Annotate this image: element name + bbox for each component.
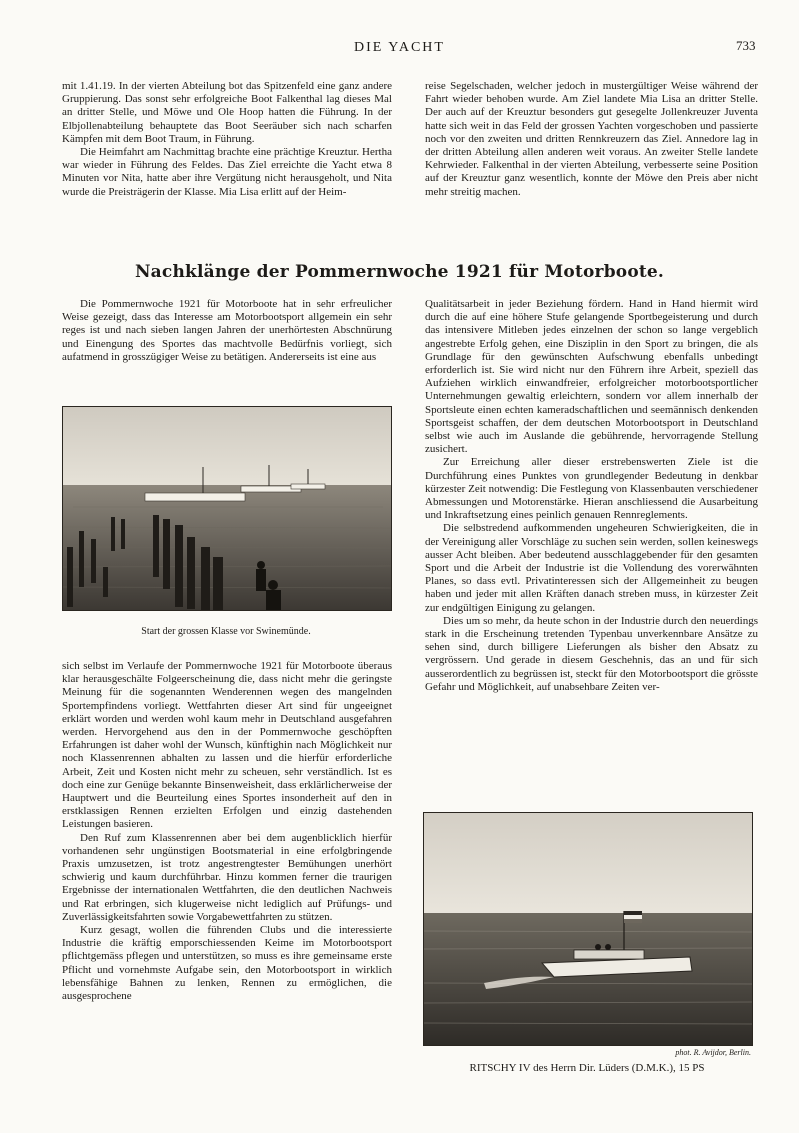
paragraph: reise Segelschaden, welcher jedoch in mustergültiger Weise während der Fahrt wieder behoben wurde. Am Ziel landete Mia Lisa an dritter Stelle. Der auch auf der Kreuztur besonders gut gesegelte Jollenkreuzer Juventa hatte sich weit in das Feld der grossen Yachten vorgeschoben und passierte noch vor den zweiten und dritten Rennkreuzern das Ziel. Annedore lag in der dritten Abteilung allen anderen weit voraus. An zweiter Stelle landete Kehrwieder. Falkenthal in der vierten Abteilung, verbesserte seine Position auf der Kreuztur ganz wesentlich, konnte der Möwe den Preis aber nicht mehr streitig machen. bbox=[425, 80, 758, 198]
photo-caption-ritschy: RITSCHY IV des Herrn Dir. Lüders (D.M.K.), 15 PS bbox=[469, 1062, 705, 1074]
article-left-body bbox=[62, 660, 392, 1003]
paragraph: Die selbstredend aufkommenden ungeheuren Schwierigkeiten, die in der Vereinigung aller Vorschläge zu suchen sein werden, sollen keineswegs ausser Acht bleiben. Aber bedeutend ausschlaggebender für den gesamten Sport und die Arbeit der Industrie ist die Vollendung des vorerwähnten Planes, so dass evtl. Privatinteressen sich der Allgemeinheit zu beugen haben und jeder mit allen Kräften danach streben muss, in kürzester Zeit zur endgültigen Einigung zu gelangen. bbox=[425, 522, 758, 614]
paragraph: mit 1.41.19. In der vierten Abteilung bot das Spitzenfeld eine ganz andere Gruppierung. Das sonst sehr erfolgreiche Boot Falkenthal lag dieses Mal an dritter Stelle, und Möwe und Ole Hoop hatten die Führung. In der Elbjollenabteilung behauptete das Boot Seeräuber sich nach scharfen Kämpfen mit dem Boot Traum, in Führung. bbox=[62, 80, 392, 145]
top-left-column bbox=[62, 80, 392, 199]
photo-start-swinemuende bbox=[62, 406, 392, 611]
photo-credit: phot. R. Avijdor, Berlin. bbox=[675, 1048, 751, 1057]
article-title: Nachklänge der Pommernwoche 1921 für Motorboote. bbox=[134, 262, 665, 282]
article-left-intro bbox=[62, 298, 392, 364]
motorboat-photo-illustration bbox=[424, 813, 752, 1045]
running-head: DIE YACHT bbox=[354, 40, 445, 55]
paragraph: Die Heimfahrt am Nachmittag brachte eine prächtige Kreuztur. Hertha war wieder in Führung des Feldes. Das Ziel erreichte die Yacht etwa 8 Minuten vor Nita, hatte aber ihre Vergütung nicht herausgeholt, und Nita wurde die Preisträgerin der Klasse. Mia Lisa erlitt auf der Heim- bbox=[62, 146, 392, 198]
harbor-photo-illustration bbox=[63, 407, 391, 610]
top-right-column bbox=[425, 80, 758, 199]
paragraph: Zur Erreichung aller dieser erstrebenswerten Ziele ist die Durchführung eines Punktes von grundlegender Bedeutung in denkbar kürzester Zeit notwendig: Die Festlegung von Klassenbauten verschiedener Abmessungen und Motorenstärke. Hieran anschliessend die Ausarbeitung und Inkraftsetzung eines peinlich genauen Rennreglements. bbox=[425, 456, 758, 522]
photo-ritschy-iv bbox=[423, 812, 753, 1046]
paragraph: Die Pommernwoche 1921 für Motorboote hat in sehr erfreulicher Weise gezeigt, dass das Interesse am Motorbootsport allgemein ein sehr reges ist und nach sieben langen Jahren der unerhörtesten Abschnürung und Einengung des Sportes das machtvolle Bedürfnis vorliegt, sich aufatmend in grosszügiger Weise zu betätigen. Andererseits ist eine aus bbox=[62, 298, 392, 363]
page-number: 733 bbox=[736, 38, 756, 53]
paragraph: Dies um so mehr, da heute schon in der Industrie durch den neuerdings stark in die Erscheinung tretenden Typenbau unverkennbare Ansätze zu sehen sind, durch billigere Lieferungen als bisher den Absatz zu vergrössern. Und gerade in diesem Geschehnis, das an und für sich ausserordentlich zu begrüssen ist, steckt für den Motorbootsport die grösste Gefahr und Möglichkeit, auf unabsehbare Zeiten ver- bbox=[425, 614, 758, 693]
photo-caption-start: Start der grossen Klasse vor Swinemünde. bbox=[141, 626, 311, 637]
article-right-body bbox=[425, 298, 758, 694]
paragraph: Kurz gesagt, wollen die führenden Clubs und die interessierte Industrie die kräftig emporschiessenden Keime im Motorbootsport pflichtgemäss pflegen und unterstützen, so muss es ihre gemeinsame erste Pflicht und vornehmste Aufgabe sein, den Motorbootsport in wirklich lebensfähige Bahnen zu lenken, Rennen zu ermöglichen, die ausgesprochene bbox=[62, 924, 392, 1003]
paragraph: Qualitätsarbeit in jeder Beziehung fördern. Hand in Hand hiermit wird durch die auf eine höhere Stufe gelangende Sportbegeisterung und durch das intensivere Mitleben jedes einzelnen der schon so lange vergeblich angestrebte Erfolg gehen, eine Disziplin in den Sport zu bringen, die als Grundlage für den gewünschten Aufschwung ebenfalls unbedingt erforderlich ist. Sie wird nicht nur den Führern ihre Arbeit, speziell das Aufziehen wirklich einwandfreier, erfolgreicher motorbootsportlicher Unternehmungen gewaltig erleichtern, sondern vor allem innerhalb der Sportsleute einen echten kameradschaftlichen und seemännisch denkenden Sportsgeist schaffen, der dem deutschen Motorbootsport in Deutschland selbst wie auch im Auslande die gebührende, hervorragende Stellung zusichert. bbox=[425, 298, 758, 456]
paragraph: Den Ruf zum Klassenrennen aber bei dem augenblicklich hierfür vorhandenen sehr ungünstigen Bootsmaterial in eine erfolgbringende Praxis umzusetzen, ist trotz angestrengtester Bemühungen unerhört schwierig und kaum durchführbar. Hinzu kommen ferner die traurigen Ergebnisse der internationalen Wettfahrten, die den deutlichen Nachweis und Rat erbringen, sich klugerweise nicht lediglich auf Prüfungs- und Zuverlässigkeitsfahrten sowie Vorgabewettfahrten zu stützen. bbox=[62, 831, 392, 923]
paragraph: sich selbst im Verlaufe der Pommernwoche 1921 für Motorboote überaus klar herausgeschälte Folgeerscheinung die, dass nicht mehr die geringste Meinung für die sogenannten Wenderennen wegen des mangelnden Sportempfindens vorliegt. Wettfahrten dieser Art sind für ungeeignet erklärt worden und werden wohl kaum mehr in Deutschland ausgefahren werden. Hervorgehend aus den in der Pommernwoche geschöpften Erfahrungen ist daher wohl der Wunsch, künftighin nach Möglichkeit nur noch Klassenrennen abhalten zu lassen und die hierfür erforderliche Arbeit, Zeit und Kosten nicht mehr zu scheuen, sehr verständlich. Ist es doch eine zur Genüge bekannte Binsenweisheit, dass erklärlicherweise der Hauptwert und die Beurteilung eines Sportes insonderheit auf den in erstklassigen Rennen erzielten Erfolgen und einzig dastehenden Leistungen basieren. bbox=[62, 660, 392, 831]
